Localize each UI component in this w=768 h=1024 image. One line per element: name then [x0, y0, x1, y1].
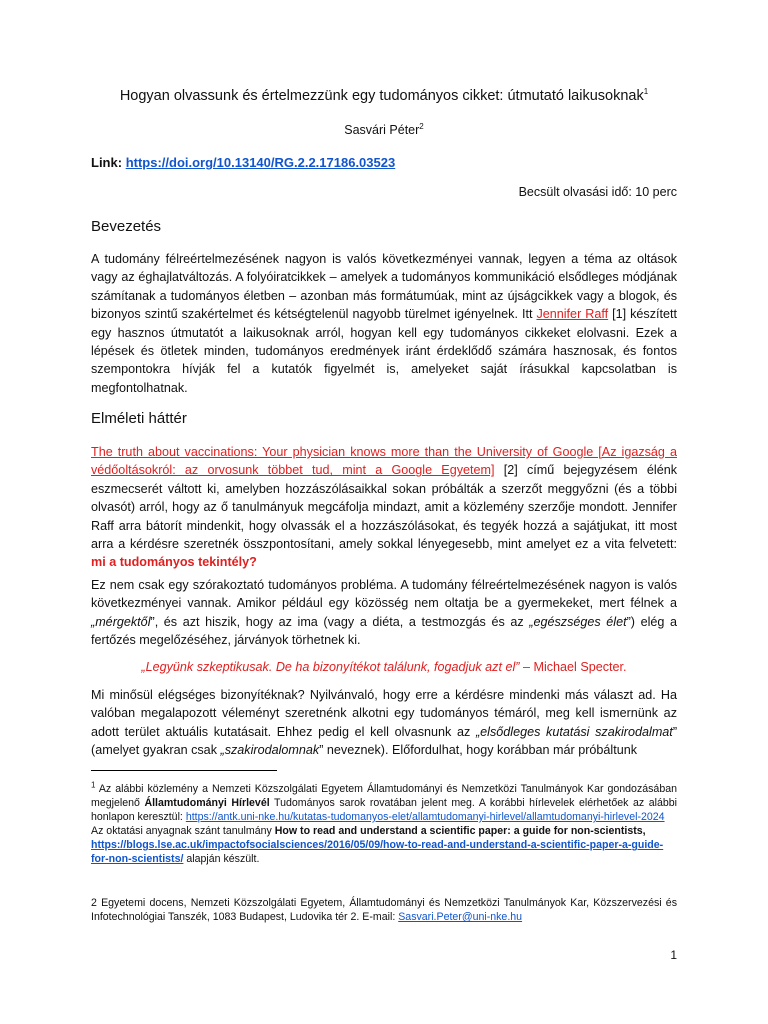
footnote-2	[91, 896, 677, 924]
footnote-2-text: 2 Egyetemi docens, Nemzeti Közszolgálati Egyetem, Államtudományi és Nemzetközi Tanulmányok Kar, Közszervezési és Infotechnológiai Tanszék, 1083 Budapest, Ludovika tér 2. E-mail:	[91, 897, 677, 923]
author-name: Sasvári Péter	[344, 123, 420, 137]
footnote-1	[91, 782, 677, 866]
author-line	[91, 123, 677, 137]
footnote-divider	[91, 770, 277, 771]
footnote-1-text-c: Az oktatási anyagnak szánt tanulmány	[91, 825, 272, 837]
third-paragraph	[91, 686, 677, 760]
quote-text: „Legyünk szkeptikusak. De ha bizonyítékot találunk, fogadjuk azt el”	[141, 660, 520, 674]
jennifer-raff-link[interactable]: Jennifer Raff	[536, 307, 609, 322]
title-footnote-mark[interactable]: 1	[643, 87, 649, 97]
source-paper-link[interactable]: https://blogs.lse.ac.uk/impactofsocialsciences/2016/05/09/how-to-read-and-understand-a-scientific-paper-a-guide-for-non-scientists/	[91, 839, 664, 865]
quote-author: – Michael Specter.	[519, 660, 627, 674]
doi-link[interactable]: https://doi.org/10.13140/RG.2.2.17186.03523	[125, 155, 396, 170]
heading-theory: Elméleti háttér	[91, 410, 187, 427]
page-number: 1	[670, 948, 677, 962]
second-text-a: Ez nem csak egy szórakoztató tudományos probléma. A tudomány félreértelmezésének nagyon is valós következményei vannak. Amikor például egy közösség nem oltatja be a gyermekeket, mert félnek a	[91, 578, 677, 611]
third-text-c: ” neveznek). Előfordulhat, hogy korábban már próbáltunk	[319, 743, 638, 758]
footnote-1-text-b: Tudományos sarok rovatában jelent meg. A korábbi hírlevelek elérhetőek az alábbi honlapon keresztül:	[91, 797, 677, 823]
vaccination-article-link[interactable]: The truth about vaccinations: Your physician knows more than the University of Google [Az igazság a védőoltásokról: az orvosunk többet tud, mint a Google Egyetem]	[91, 445, 677, 478]
theory-paragraph	[91, 443, 677, 572]
second-paragraph	[91, 576, 677, 650]
source-paper-title: How to read and understand a scientific paper: a guide for non-scientists,	[274, 825, 646, 837]
doi-line	[91, 155, 677, 170]
reading-time: Becsült olvasási idő: 10 perc	[518, 185, 677, 199]
third-text-a: Mi minősül elégséges bizonyítéknak? Nyilvánvaló, hogy erre a kérdésre mindenki más választ ad. Ha valóban megalapozott véleményt szeretnénk alkotni egy tudományos témáról, meg kell ismernünk az adott terület aktuális kutatásait. Ehhez pedig el kell olvasnunk az	[91, 688, 677, 739]
newsletter-link[interactable]: https://antk.uni-nke.hu/kutatas-tudomanyos-elet/allamtudomanyi-hirlevel/allamtudomanyi-hirlevel-2024	[185, 811, 665, 823]
heading-intro: Bevezetés	[91, 218, 162, 235]
document-title	[91, 88, 677, 104]
term-primary-literature: „elsődleges kutatási szakirodalmat	[475, 724, 673, 739]
newsletter-name: Államtudományi Hírlevél	[144, 797, 270, 809]
doi-label: Link:	[91, 155, 123, 170]
theory-text-a: [2] című bejegyzésem élénk eszmecserét váltott ki, amelyben hozzászólásaikkal sokan próbálták a szerzőt meggyőzni (és a többi olvasót) arról, hogy az ő tanulmányuk megcáfolja mindazt, amit a közlemény szerzője mondott. Jennifer Raff arra bátorít mindenkit, hogy olvassák el a hozzászólásokat, és tegyék hozzá a sajátjukat, itt most arra a kérdésre szeretnék összpontosítani, amely sokkal lényegesebb, mint amelyet ez a vita felvetett:	[91, 463, 677, 552]
term-poisons: „mérgektől	[91, 614, 151, 629]
footnote-1-text-d: alapján készült.	[186, 853, 260, 865]
intro-text-a: A tudomány félreértelmezésének nagyon is valós következményei vannak, legyen a téma az oltások vagy az éghajlatváltozás. A folyóiratcikkek – amelyek a tudományos kommunikáció elsődleges módjának számítanak a tudományos életben – azonban más formátumúak, mint az újságcikkek vagy a blogok, és bizonyos szintű szakértelmet és kétségtelenül nagyobb türelmet igényelnek. Itt	[91, 252, 677, 322]
author-footnote-mark[interactable]: 2	[419, 121, 424, 131]
third-text-b: ” (amelyet gyakran csak	[91, 724, 678, 758]
quote-line	[91, 658, 677, 676]
author-email-link[interactable]: Sasvari.Peter@uni-nke.hu	[398, 911, 523, 923]
theory-question: mi a tudományos tekintély?	[91, 555, 257, 570]
intro-paragraph	[91, 250, 677, 397]
second-text-c: ”) elég a fertőzés megelőzéséhez, járványok törhetnek ki.	[91, 614, 678, 648]
second-text-b: ”, és azt hiszik, hogy az ima (vagy a diéta, a testmozgás és az	[150, 614, 524, 629]
footnote-1-text-a: Az alábbi közlemény a Nemzeti Közszolgálati Egyetem Államtudományi és Nemzetközi Tanulmányok Kar gondozásában megjelenő	[91, 783, 677, 809]
title-text: Hogyan olvassunk és értelmezzünk egy tudományos cikket: útmutató laikusoknak	[119, 88, 644, 104]
footnote-1-number: 1	[91, 780, 96, 790]
term-literature: „szakirodalomnak	[220, 743, 320, 758]
term-healthy-life: „egészséges élet	[529, 614, 627, 629]
intro-text-b: [1] készített egy hasznos útmutatót a laikusoknak arról, hogyan kell egy tudományos cikkeket elolvasni. Ezek a lépések és ötletek minden, tudományos eredmények iránt érdeklődő számára hasznosak, és fontos szempontokra hívják fel a kutatók figyelmét is, amelyeket saját írásukkal kapcsolatban is megfontolhatnak.	[91, 307, 678, 395]
